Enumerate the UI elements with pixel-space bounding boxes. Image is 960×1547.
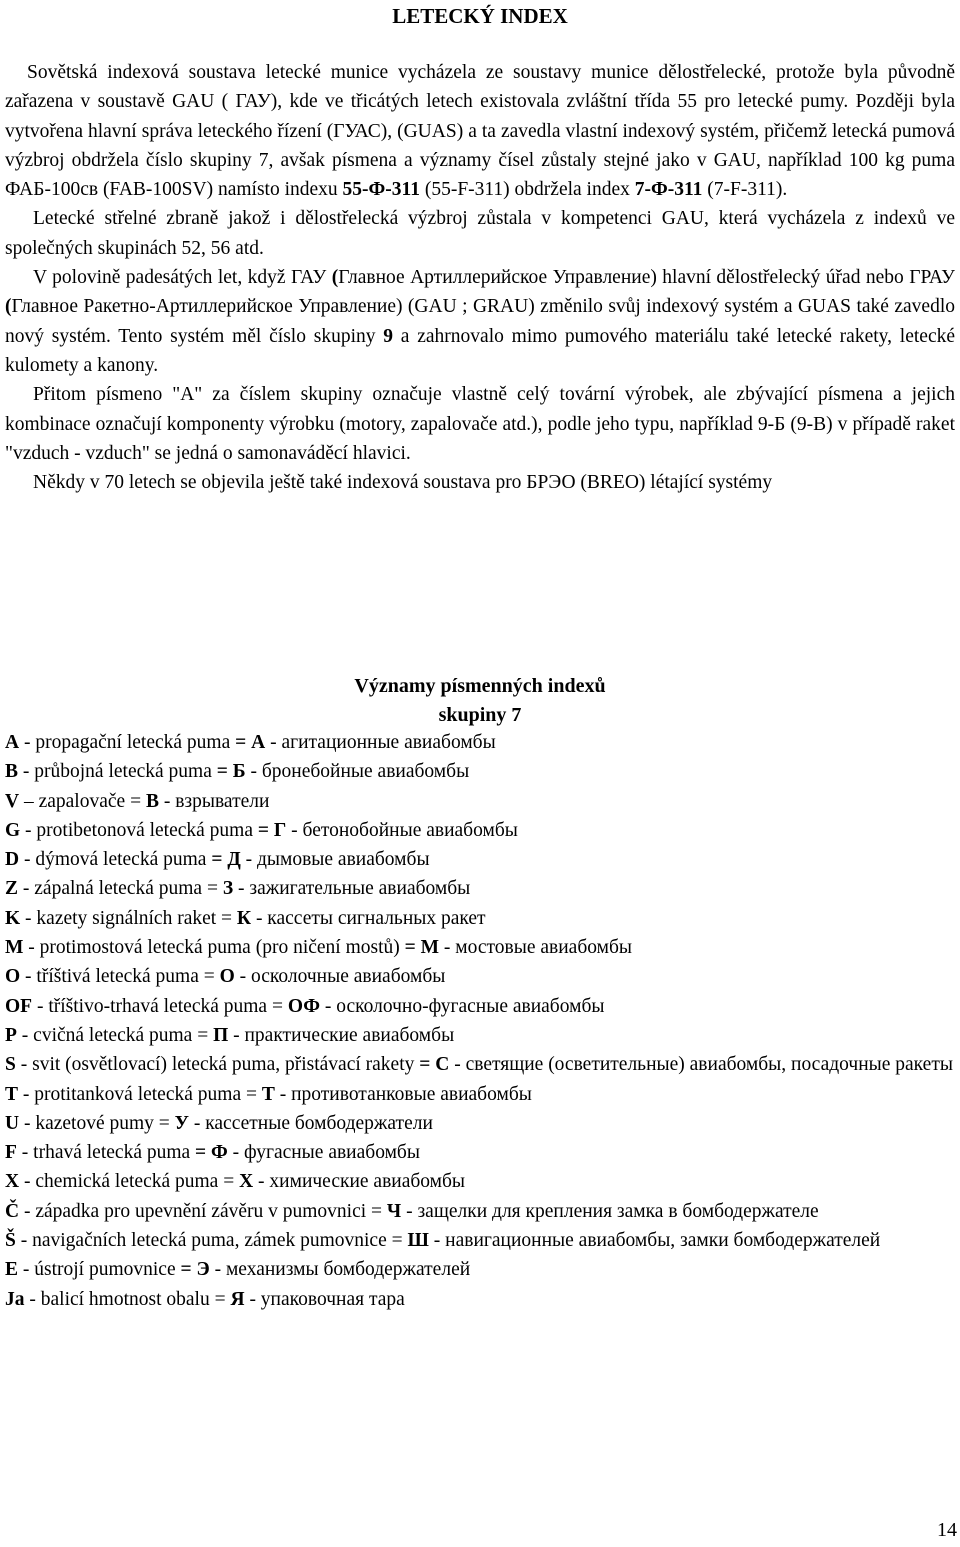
entry-czech-text: - protibetonová letecká puma: [20, 819, 258, 841]
entry-letter: F: [5, 1142, 17, 1164]
page-title: LETECKÝ INDEX: [392, 4, 568, 28]
entry-czech-text: - kazety signálních raket =: [20, 907, 237, 929]
entry-czech-text: - cvičná letecká puma =: [16, 1024, 214, 1046]
entry-czech-text: - trhavá letecká puma: [16, 1142, 196, 1164]
list-item: [5, 1197, 955, 1226]
entry-czech-text: - dýmová letecká puma: [19, 849, 212, 871]
entry-czech-text: - protitanková letecká puma =: [18, 1083, 262, 1105]
entry-russian-text: - мостовые авиабомбы: [439, 937, 632, 959]
section-heading: [0, 672, 960, 729]
entry-czech-text: - kazetové pumy =: [19, 1112, 175, 1134]
entry-russian-text: - светящие (осветительные) авиабомбы, посадочные ракеты: [449, 1054, 953, 1076]
section-heading-line2: skupiny 7: [438, 703, 522, 726]
entry-russian-text: - бетонобойные авиабомбы: [286, 819, 518, 841]
entry-czech-text: - tříštivo-trhavá letecká puma =: [32, 995, 288, 1017]
entry-letter: B: [5, 761, 19, 783]
entry-cyrillic-letter: = Г: [257, 819, 287, 841]
list-item: [5, 874, 955, 903]
entry-letter: Š: [5, 1230, 16, 1252]
entry-letter: Z: [5, 878, 19, 900]
entry-russian-text: - дымовые авиабомбы: [240, 849, 430, 871]
entry-czech-text: - chemická letecká puma =: [19, 1171, 240, 1193]
fifties-text-a: V polovině padesátých let, když ГАУ: [33, 267, 332, 289]
entry-cyrillic-letter: ОФ: [287, 995, 320, 1017]
entry-russian-text: - химические авиабомбы: [253, 1171, 466, 1193]
entry-russian-text: - защелки для крепления замка в бомбодержателе: [401, 1200, 819, 1222]
entry-russian-text: - кассеты сигнальных ракет: [251, 907, 486, 929]
intro-text-a: Sovětská indexová soustava letecké munice vycházela ze soustavy munice dělostřelecké, protože byla původně zařazena v soustavě GAU ( ГАУ), kde ve třicátých letech existovala zvláštní třída 55 pro letecké pumy.: [5, 62, 955, 113]
paragraph-letter-a: Přitom písmeno "A" za číslem skupiny označuje vlastně celý tovární výrobek, ale zbývající písmena a jejich kombinace označují komponenty výrobku (motory, zapalovače atd.), podle jeho typu, například 9-Б (9-B) v případě raket "vzduch - vzduch" se jedná o samonaváděcí hlavici.: [5, 384, 955, 464]
intro-text-d: (55-F-311) obdržela index: [419, 179, 635, 201]
list-item: [5, 992, 955, 1021]
paragraph-fifties: [5, 263, 955, 380]
page-number: 14: [937, 1519, 957, 1541]
fifties-paren-1: (: [331, 267, 339, 289]
list-item: [5, 1080, 955, 1109]
fifties-paren-2: (: [5, 296, 12, 318]
list-item: [5, 1226, 955, 1255]
document-body: [5, 58, 955, 497]
entry-cyrillic-letter: Х: [239, 1171, 254, 1193]
entry-cyrillic-letter: Ш: [407, 1230, 429, 1252]
entry-cyrillic-letter: = Ф: [195, 1142, 228, 1164]
list-item: [5, 904, 955, 933]
entry-russian-text: - агитационные авиабомбы: [265, 732, 496, 753]
entry-cyrillic-letter: О: [219, 966, 235, 988]
entry-cyrillic-letter: Ч: [386, 1200, 402, 1222]
entry-letter: E: [5, 1259, 19, 1281]
list-item: [5, 816, 955, 845]
entry-cyrillic-letter: З: [222, 878, 234, 900]
entry-cyrillic-letter: У: [174, 1112, 189, 1134]
paragraph-intro: [5, 58, 955, 204]
entry-russian-text: - бронебойные авиабомбы: [245, 761, 470, 783]
entry-letter: D: [5, 849, 20, 871]
list-item: [5, 1109, 955, 1138]
entry-russian-text: - взрыватели: [158, 790, 270, 812]
intro-text-f: (7-F-311).: [702, 179, 788, 201]
entry-czech-text: - svit (osvětlovací) letecká puma, přistávací rakety: [15, 1054, 420, 1076]
entry-russian-text: - практические авиабомбы: [228, 1024, 455, 1046]
list-item: [5, 757, 955, 786]
entry-czech-text: - tříštivá letecká puma =: [20, 966, 220, 988]
entry-letter: U: [5, 1112, 20, 1134]
entry-cyrillic-letter: = С: [419, 1054, 450, 1076]
list-item: [5, 728, 955, 757]
entry-cyrillic-letter: = Б: [216, 761, 246, 783]
paragraph-weapons: Letecké střelné zbraně jakož i dělostřelecká výzbroj zůstala v kompetenci GAU, která vycházela z indexů ve společných skupinách 52, 56 atd.: [5, 208, 955, 259]
entry-cyrillic-letter: П: [213, 1024, 229, 1046]
entry-czech-text: - ústrojí pumovnice: [18, 1259, 181, 1281]
entry-letter: OF: [5, 995, 33, 1017]
entry-czech-text: - balicí hmotnost obalu =: [24, 1288, 231, 1310]
entry-russian-text: - зажигательные авиабомбы: [233, 878, 471, 900]
entry-letter: S: [5, 1054, 16, 1076]
entry-cyrillic-letter: К: [236, 907, 252, 929]
fifties-text-h: a zahrnovalo mimo pumového materiálu také letecké rakety, letecké kulomety a kanony.: [5, 325, 956, 376]
entry-cyrillic-letter: = Д: [211, 849, 241, 871]
entry-cyrillic-letter: = А: [235, 732, 266, 753]
list-item: [5, 933, 955, 962]
list-item: [5, 1285, 955, 1314]
entry-letter: Ja: [5, 1288, 25, 1310]
entry-russian-text: - кассетные бомбодержатели: [188, 1112, 433, 1134]
entry-letter: A: [5, 732, 20, 753]
list-item: [5, 787, 955, 816]
entry-letter: T: [5, 1083, 19, 1105]
list-item: [5, 962, 955, 991]
entry-czech-text: - zápalná letecká puma =: [18, 878, 223, 900]
entry-russian-text: - осколочно-фугасные авиабомбы: [320, 995, 605, 1017]
list-item: [5, 1138, 955, 1167]
entry-letter: M: [5, 937, 24, 959]
list-item: [5, 1050, 955, 1079]
list-item: [5, 1255, 955, 1284]
entry-cyrillic-letter: = М: [404, 937, 440, 959]
entry-czech-text: - protimostová letecká puma (pro ničení mostů): [23, 937, 405, 959]
entry-russian-text: - фугасные авиабомбы: [227, 1142, 420, 1164]
entry-russian-text: - осколочные авиабомбы: [234, 966, 446, 988]
entry-czech-text: - propagační letecká puma: [19, 732, 236, 753]
paragraph-breo: Někdy v 70 letech se objevila ještě také indexová soustava pro БРЭО (BREO) létající systémy: [33, 472, 773, 494]
section-heading-line1: Významy písmenných indexů: [354, 675, 606, 697]
entry-russian-text: - противотанковые авиабомбы: [274, 1083, 532, 1105]
entry-letter: O: [5, 966, 21, 988]
list-item: [5, 845, 955, 874]
entry-letter: X: [5, 1171, 20, 1193]
fifties-group-number: 9: [383, 325, 394, 347]
entry-russian-text: - навигационные авиабомбы, замки бомбодержателей: [428, 1230, 881, 1252]
intro-index-old: 55-Ф-311: [342, 179, 420, 201]
entry-russian-text: - механизмы бомбодержателей: [209, 1259, 471, 1281]
fifties-text-c: Главное Артиллерийское Управление) hlavní dělostřelecký úřad nebo ГРАУ: [338, 267, 955, 289]
list-item: [5, 1167, 955, 1196]
entry-russian-text: - упаковочная тара: [244, 1288, 405, 1310]
entry-cyrillic-letter: = Э: [180, 1259, 210, 1281]
entry-czech-text: - průbojná letecká puma: [18, 761, 217, 783]
entry-letter: P: [5, 1024, 17, 1046]
entry-letter: Č: [5, 1200, 20, 1222]
intro-text-b: Později byla vytvořena hlavní správa leteckého řízení (ГУАС), (GUAS) a ta zavedla vlastní indexový systém, přičemž letecká pumová výzbroj obdržela číslo skupiny 7, avšak písmena a významy čísel zůstaly stejné jako v GAU, například 100 kg puma ФАБ-100св (FAB-100SV) namísto indexu: [5, 91, 955, 201]
entry-cyrillic-letter: В: [145, 790, 159, 812]
fifties-text-f: Tento systém měl číslo skupiny: [110, 325, 384, 347]
entry-letter: G: [5, 819, 21, 841]
list-item: [5, 1021, 955, 1050]
intro-index-new: 7-Ф-311: [634, 179, 703, 201]
fifties-text-e: Главное Ракетно-Артиллерийское Управление) (GAU ; GRAU) změnilo svůj indexový systém a GUAS také zavedlo nový systém.: [5, 296, 955, 347]
entry-cyrillic-letter: Я: [230, 1288, 245, 1310]
entry-letter: V: [5, 790, 20, 812]
entry-czech-text: - navigačních letecká puma, zámek pumovnice =: [15, 1230, 408, 1252]
entry-czech-text: – zapalovače =: [19, 790, 146, 812]
index-letter-list: [5, 728, 955, 1314]
entry-czech-text: - západka pro upevnění závěru v pumovnici =: [19, 1200, 387, 1222]
entry-letter: K: [5, 907, 21, 929]
entry-cyrillic-letter: Т: [261, 1083, 275, 1105]
